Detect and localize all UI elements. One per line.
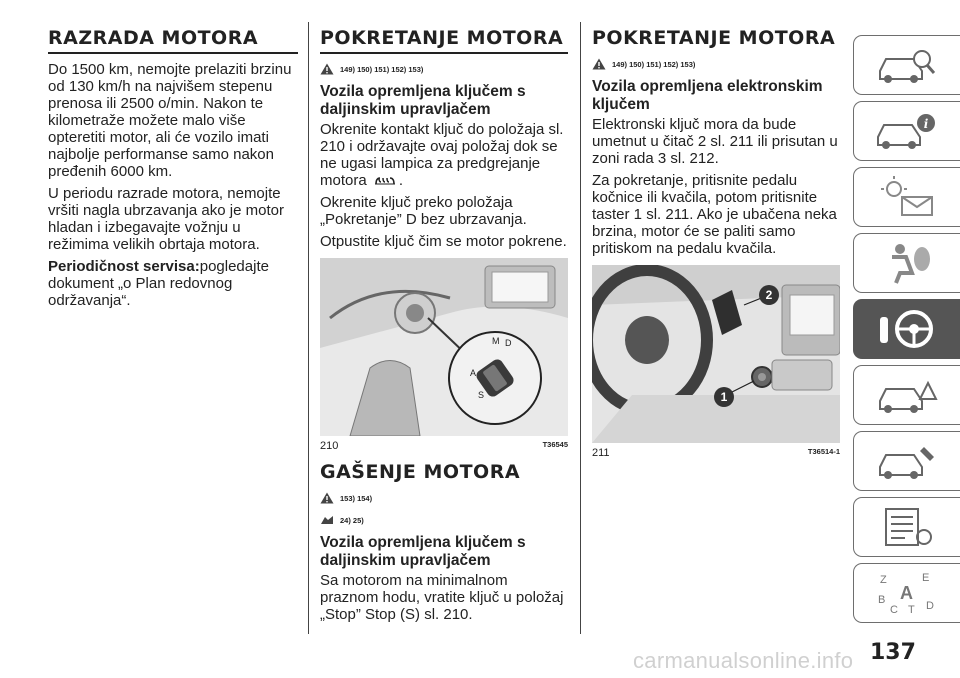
tab-safety[interactable] [853,233,960,293]
section-heading-break-in: RAZRADA MOTORA [48,28,298,54]
specifications-list-icon [872,503,942,551]
column-starting-engine-key [320,28,568,628]
tab-car-info[interactable] [853,101,960,161]
tab-index[interactable] [853,563,960,623]
warning-triangle-icon [320,63,334,75]
tab-dashboard-lights[interactable] [853,167,960,227]
watermark: carmanualsonline.info [633,648,854,673]
index-letter: B [878,594,886,606]
airbag-person-icon [872,239,942,287]
dashboard-start-button-illustration [592,265,840,443]
service-interval-paragraph [48,258,298,309]
section-heading-starting-engine-electronic: POKRETANJE MOTORA [592,27,836,49]
subheading-remote-key-stop: Vozila opremljena ključem s daljinskim upravljačem [320,534,526,569]
switch-position-label: A [470,368,477,378]
subheading-remote-key: Vozila opremljena ključem s daljinskim upravljačem [320,83,526,118]
dashboard-lights-icon [872,173,942,221]
index-letter: D [926,600,934,612]
column-engine-break-in [48,28,298,314]
switch-position-label: S [478,390,485,400]
warning-refs: 153) 154) [340,493,373,503]
ignition-switch-illustration [320,258,568,436]
warning-reference [592,56,840,72]
section-heading-stopping-engine: GAŠENJE MOTORA [320,461,521,483]
tab-starting-driving[interactable] [853,299,960,359]
svg-text:i: i [923,117,929,131]
figure-number: 211 [592,447,610,459]
note-reference [320,512,568,528]
tab-car-search[interactable] [853,35,960,95]
figure-code: T36514-1 [807,447,840,456]
index-letter: E [922,572,930,584]
warning-refs: 149) 150) 151) 152) 153) [340,64,424,74]
key-steering-wheel-icon [872,305,942,353]
column-divider [308,22,309,634]
column-divider [580,22,581,634]
start-instruction-1-end: . [398,172,404,189]
index-letter: C [890,604,898,616]
figure-caption [320,440,568,452]
electronic-key-paragraph-2: Za pokretanje, pritisnite pedalu kočnice ili kvačila, potom pritisnite taster 1 sl. 211. Ako je ubačena neka brzina, motor će se paliti samo pritiskom na pedalu kvačila. [592,172,837,257]
tab-breakdown[interactable] [853,365,960,425]
warning-refs: 149) 150) 151) 152) 153) [612,59,696,69]
note-hand-icon [320,514,334,526]
car-search-icon [872,41,942,89]
stop-instruction: Sa motorom na minimalnom praznom hodu, vratite ključ u položaj „Stop” Stop (S) sl. 210. [320,572,564,623]
page-number: 137 [870,640,916,665]
warning-triangle-icon [320,492,334,504]
section-heading-starting-engine: POKRETANJE MOTORA [320,28,568,54]
start-instruction-1 [320,121,568,189]
electronic-key-paragraph-1: Elektronski ključ mora da bude umetnut u čitač 2 sl. 211 ili prisutan u zoni rada 3 sl. 212. [592,116,838,167]
callout-label: 1 [720,390,728,404]
callout-label: 2 [765,288,773,302]
tab-service[interactable] [853,431,960,491]
break-in-paragraph-1: Do 1500 km, nemojte prelaziti brzinu od 130 km/h na najvišem stepenu prenosa ili 2500 o/min. Nakon te kilometraže možete malo više opteretiti motor, ali će vozilo imati najbolje performanse samo nakon pređenih 6000 km. [48,61,292,180]
glow-plug-icon [374,176,396,186]
service-interval-label: Periodičnost servisa: [48,258,200,275]
warning-reference [320,61,568,77]
car-breakdown-icon [872,371,942,419]
switch-position-label: D [505,338,512,348]
figure-code: T36545 [542,440,568,449]
subheading-electronic-key: Vozila opremljena elektronskim ključem [592,78,823,113]
index-letter: A [900,583,913,603]
index-letter: T [908,604,915,616]
column-starting-engine-electronic [592,28,840,469]
warning-triangle-icon [592,58,606,70]
start-instruction-1-text: Okrenite kontakt ključ do položaja sl. 210 i održavajte ovaj položaj dok se ne ugasi lampica za predgrejanje motora [320,121,564,189]
figure-ignition-switch [320,258,568,436]
figure-number: 210 [320,440,339,452]
note-refs: 24) 25) [340,515,364,525]
start-instruction-3: Otpustite ključ čim se motor pokrene. [320,233,567,250]
start-instruction-2: Okrenite ključ preko položaja „Pokretanje” D bez ubrzavanja. [320,194,527,228]
alphabetical-index-icon [872,569,942,617]
car-info-icon [872,107,942,155]
break-in-paragraph-2: U periodu razrade motora, nemojte vršiti nagla ubrzavanja ako je motor hladan i izbegavajte vožnju u režimima velikih obrtaja motora. [48,185,284,253]
tab-specifications[interactable] [853,497,960,557]
figure-caption [592,447,840,459]
warning-reference [320,490,568,506]
figure-start-button [592,265,840,443]
index-letter: Z [880,574,887,586]
service-interval-text: pogledajte dokument „o Plan redovnog održavanja“. [48,258,269,309]
car-service-icon [872,437,942,485]
switch-position-label: M [492,336,500,346]
